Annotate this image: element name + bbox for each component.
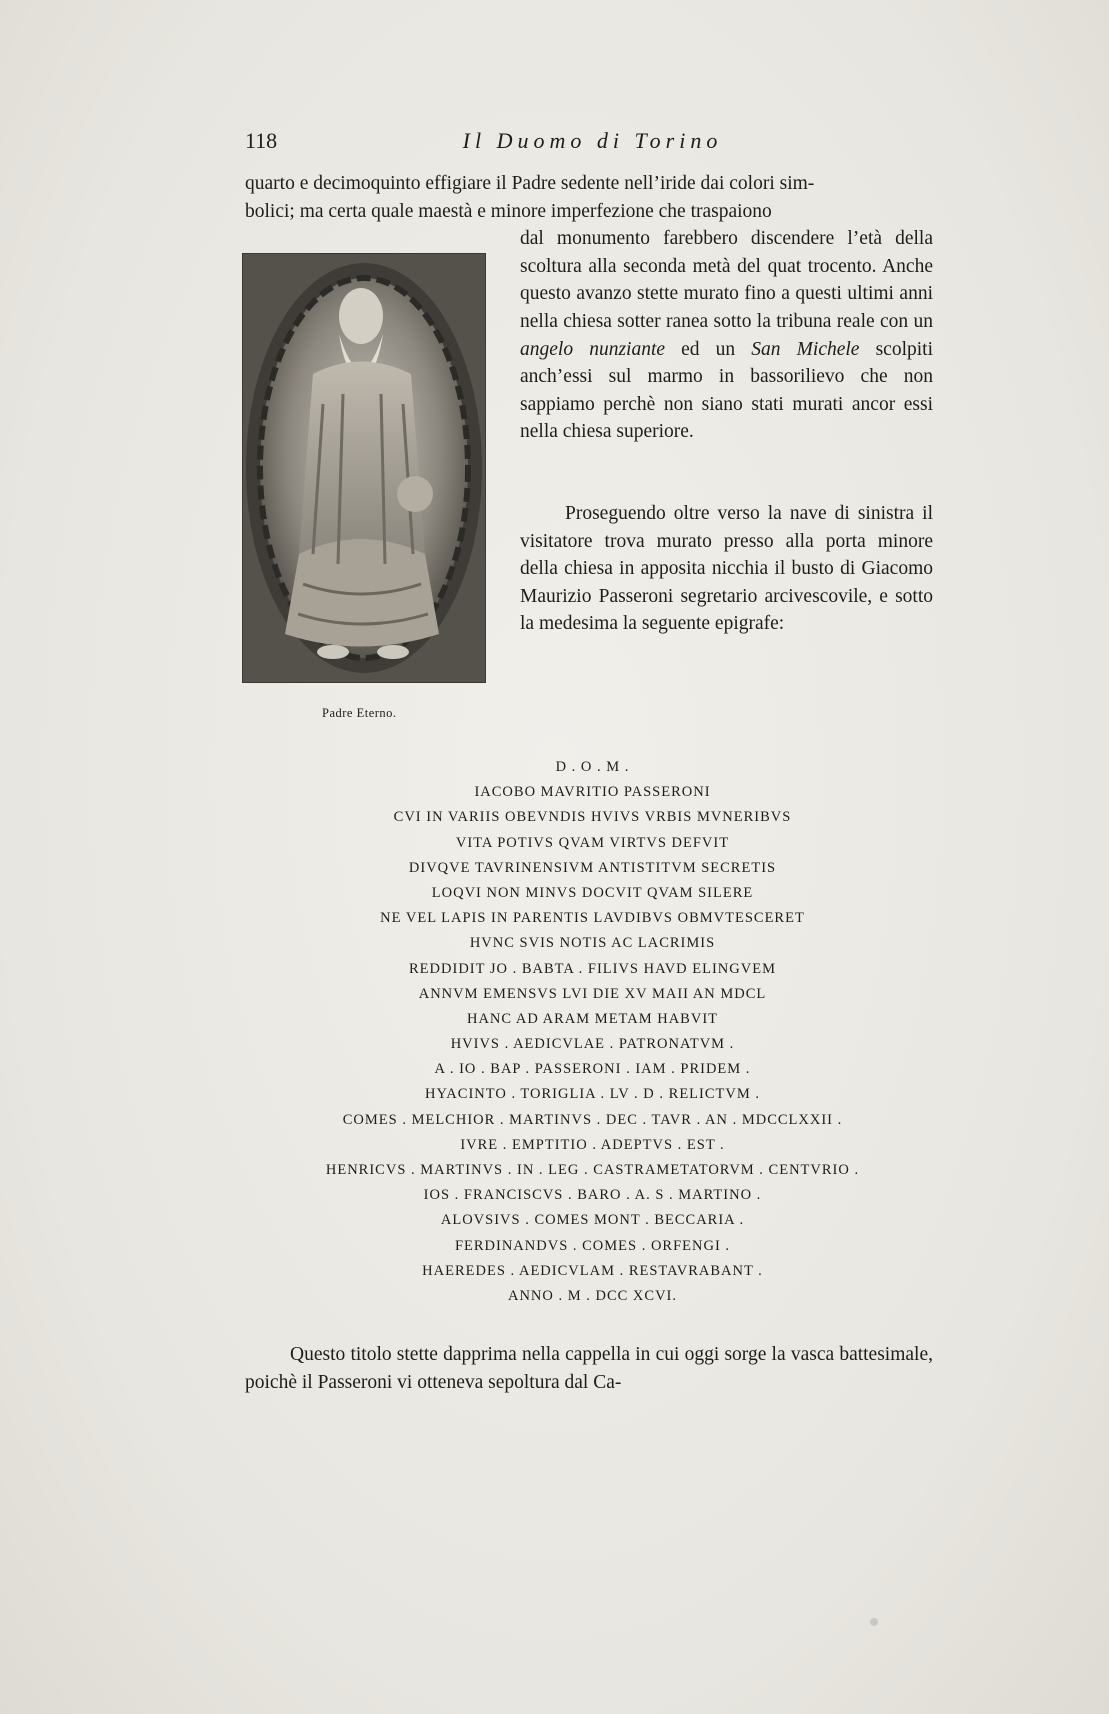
paragraph-1-line-6: fino a questi ultimi anni nella chiesa sotter xyxy=(520,283,934,332)
paragraph-1-line-3: dal monumento farebbero discendere l’età xyxy=(520,228,896,250)
epigraph-line: IVRE . EMPTITIO . ADEPTVS . EST . xyxy=(460,1136,725,1153)
epigraph-line: CVI IN VARIIS OBEVNDIS HVIVS VRBIS MVNERIBVS xyxy=(393,809,792,826)
epigraph-line: D . O . M . xyxy=(555,759,630,775)
epigraph-line: ANNO . M . DCC XCVI. xyxy=(507,1287,678,1304)
padre-eterno-relief-image xyxy=(242,253,486,683)
paragraph-1-text-end: scolpiti anch’essi sul marmo in bassorilievo che non sappiamo perchè non siano stati murati ancor essi nella chiesa superiore. xyxy=(520,338,934,443)
epigraph-line: LOQVI NON MINVS DOCVIT QVAM SILERE xyxy=(431,884,754,901)
paragraph-1-line-7: ranea sotto la tribuna reale con un xyxy=(665,310,933,332)
relief-illustration xyxy=(243,254,485,682)
paragraph-1-line-2: bolici; ma certa quale maestà e minore imperfezione che traspaiono xyxy=(245,200,772,222)
epigraph-line: ANNVM EMENSVS LVI DIE XV MAII AN MDCL xyxy=(418,985,767,1002)
epigraph-line: A . IO . BAP . PASSERONI . IAM . PRIDEM . xyxy=(434,1061,751,1078)
paragraph-2: Proseguendo oltre verso la nave di sinistra il visitatore trova murato presso alla porta minore della chiesa in apposita nicchia il busto di Giacomo Maurizio Passeroni segretario arcivescovile, e sotto la medesima la seguente epigrafe: xyxy=(520,503,933,635)
paragraph-1-text-mid: ed un xyxy=(665,338,752,360)
epigraph-line: HYACINTO . TORIGLIA . LV . D . RELICTVM . xyxy=(424,1086,761,1103)
epigraph-line: REDDIDIT JO . BABTA . FILIVS HAVD ELINGVEM xyxy=(409,960,776,977)
epigraph-line: HENRICVS . MARTINVS . IN . LEG . CASTRAMETATORVM . CENTVRIO . xyxy=(325,1162,860,1178)
epigraph-line: DIVQVE TAVRINENSIVM ANTISTITVM SECRETIS xyxy=(408,859,777,876)
paragraph-1-line-5: trocento. Anche questo avanzo stette murato xyxy=(520,255,933,305)
paragraph-1-line-1: quarto e decimoquinto effigiare il Padre sedente nell’iride dai colori sim- xyxy=(245,173,815,194)
running-title: Il Duomo di Torino xyxy=(462,128,723,153)
epigraph-line: ALOVSIVS . COMES MONT . BECCARIA . xyxy=(440,1212,745,1229)
epigraph-line: HANC AD ARAM METAM HABVIT xyxy=(466,1010,719,1027)
paragraph-1-line-4: della scoltura alla seconda metà del quat xyxy=(520,228,933,277)
italic-angelo-nunziante: angelo nunziante xyxy=(520,338,666,360)
epigraph-line: FERDINANDVS . COMES . ORFENGI . xyxy=(454,1237,731,1254)
epigraph-line: HVNC SVIS NOTIS AC LACRIMIS xyxy=(469,935,716,952)
page-speck xyxy=(870,1618,878,1626)
page-header xyxy=(245,128,940,158)
epigraph-line: VITA POTIVS QVAM VIRTVS DEFVIT xyxy=(455,834,730,851)
italic-san-michele: San Michele xyxy=(751,338,860,360)
latin-epigraph xyxy=(245,755,940,1309)
epigraph-line: COMES . MELCHIOR . MARTINVS . DEC . TAVR . AN . MDCCLXXII . xyxy=(342,1111,843,1128)
epigraph-line: HVIVS . AEDICVLAE . PATRONATVM . xyxy=(450,1036,735,1053)
paragraph-3: Questo titolo stette dapprima nella cappella in cui oggi sorge la vasca battesimale, poichè il Passeroni vi otteneva sepoltura dal Ca- xyxy=(245,1344,933,1393)
epigraph-line: NE VEL LAPIS IN PARENTIS LAVDIBVS OBMVTESCERET xyxy=(380,910,805,927)
epigraph-line: IACOBO MAVRITIO PASSERONI xyxy=(474,784,711,801)
epigraph-line: HAEREDES . AEDICVLAM . RESTAVRABANT . xyxy=(422,1262,763,1279)
paragraph-1 xyxy=(245,170,934,443)
epigraph-line: IOS . FRANCISCVS . BARO . A. S . MARTINO . xyxy=(423,1187,762,1204)
paragraph-1-wrapped xyxy=(520,225,933,446)
figure-caption: Padre Eterno. xyxy=(322,706,397,720)
page-number: 118 xyxy=(245,128,278,153)
